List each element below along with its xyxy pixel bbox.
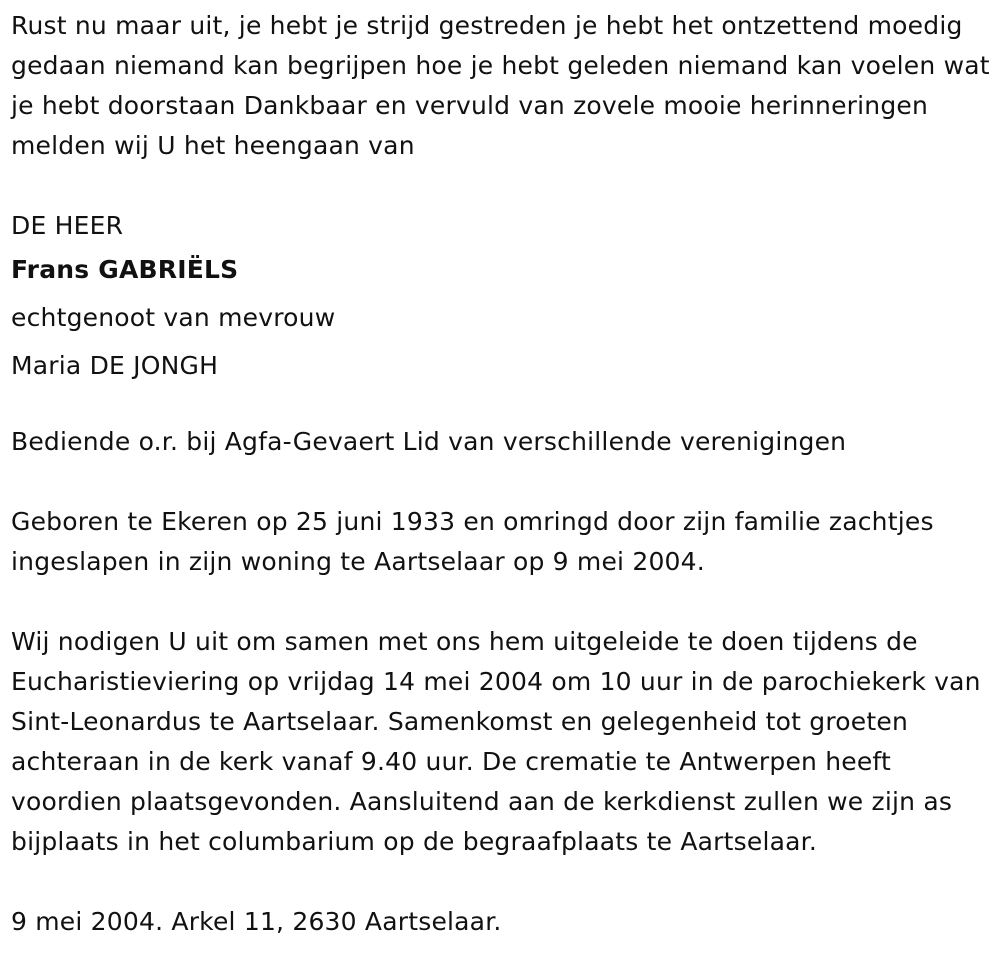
closing-line: 9 mei 2004. Arkel 11, 2630 Aartselaar. bbox=[11, 907, 502, 936]
intro-paragraph: Rust nu maar uit, je hebt je strijd gestreden je hebt het ontzettend moedig gedaan niemand kan begrijpen hoe je hebt geleden niemand kan voelen wat je hebt doorstaan Dankbaar en vervuld van zovele mooie herinneringen melden wij U het heengaan van bbox=[11, 11, 990, 160]
deceased-name: Frans GABRIËLS bbox=[11, 255, 239, 284]
spacer bbox=[11, 390, 996, 422]
death-notice bbox=[11, 6, 996, 942]
spouse-name: Maria DE JONGH bbox=[11, 351, 219, 380]
invitation-paragraph: Wij nodigen U uit om samen met ons hem uitgeleide te doen tijdens de Eucharistieviering op vrijdag 14 mei 2004 om 10 uur in de parochiekerk van Sint-Leonardus te Aartselaar. Samenkomst en gelegenheid tot groeten achteraan in de kerk vanaf 9.40 uur. De crematie te Antwerpen heeft voordien plaatsgevonden. Aansluitend aan de kerkdienst zullen we zijn as bijplaats in het columbarium op de begraafplaats te Aartselaar. bbox=[11, 627, 981, 856]
birth-death-paragraph: Geboren te Ekeren op 25 juni 1933 en omringd door zijn familie zachtjes ingeslapen in zijn woning te Aartselaar op 9 mei 2004. bbox=[11, 507, 934, 576]
spacer bbox=[11, 462, 996, 502]
spouse-line: echtgenoot van mevrouw bbox=[11, 303, 336, 332]
spacer bbox=[11, 582, 996, 622]
occupation-paragraph: Bediende o.r. bij Agfa-Gevaert Lid van verschillende verenigingen bbox=[11, 427, 847, 456]
title-line: DE HEER bbox=[11, 211, 124, 240]
spacer bbox=[11, 166, 996, 206]
spacer bbox=[11, 862, 996, 902]
